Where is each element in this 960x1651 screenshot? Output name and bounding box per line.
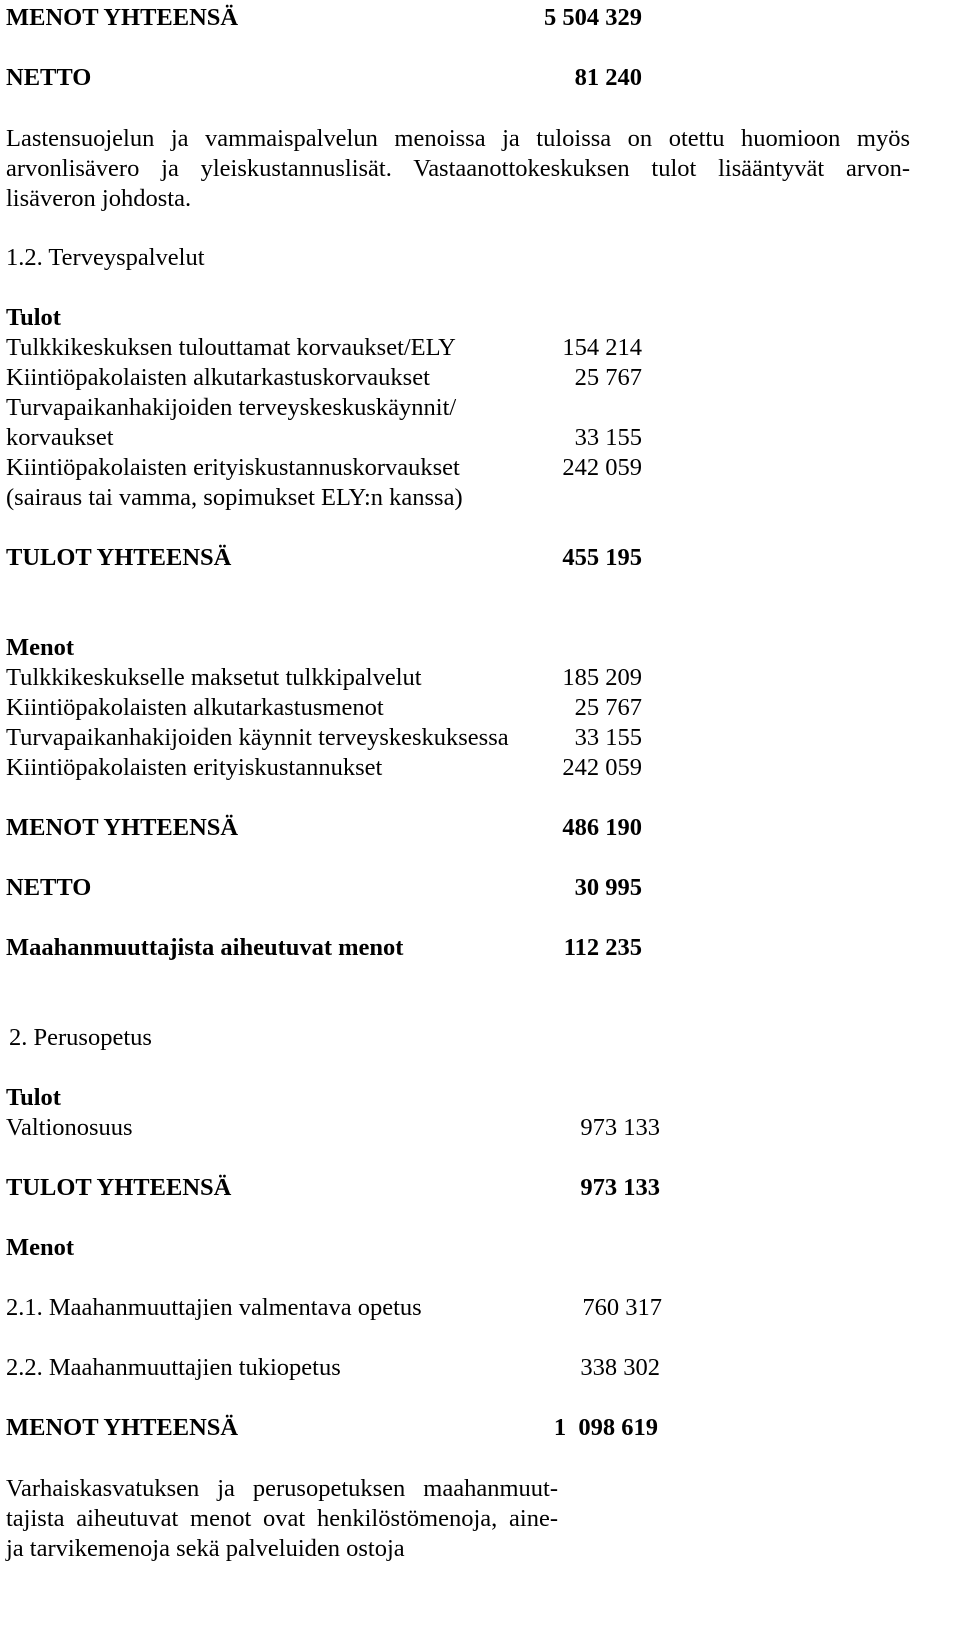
- summary-netto-label: NETTO: [6, 64, 92, 91]
- health-expense-row-value: 33 155: [574, 724, 642, 751]
- education-expense-item-value: 338 302: [580, 1354, 660, 1381]
- education-note-line: ja tarvikemenoja sekä palveluiden ostoja: [6, 1535, 405, 1562]
- health-expense-total-value: 486 190: [562, 814, 642, 841]
- vat-note-line: Lastensuojelun ja vammaispalvelun menoissa ja tuloissa on otettu huomioon myös: [6, 125, 910, 152]
- education-income-heading: Tulot: [6, 1084, 61, 1111]
- health-income-row-label: (sairaus tai vamma, sopimukset ELY:n kanssa): [6, 484, 463, 511]
- summary-netto-value: 81 240: [574, 64, 642, 91]
- education-note-paragraph: [6, 1474, 558, 1564]
- health-expense-row-value: 242 059: [562, 754, 642, 781]
- education-expense-item-value: 760 317: [582, 1294, 662, 1321]
- education-income-row-value: 973 133: [580, 1114, 660, 1141]
- health-section-heading: 1.2. Terveyspalvelut: [6, 244, 205, 271]
- health-expense-row-label: Kiintiöpakolaisten erityiskustannukset: [6, 754, 383, 781]
- health-expense-heading: Menot: [6, 634, 75, 661]
- health-income-row-value: 33 155: [574, 424, 642, 451]
- health-expense-total-label: MENOT YHTEENSÄ: [6, 814, 239, 841]
- vat-note-paragraph: [6, 124, 910, 214]
- health-expense-row-label: Kiintiöpakolaisten alkutarkastusmenot: [6, 694, 384, 721]
- health-income-row-value: 242 059: [562, 454, 642, 481]
- summary-expenses-total-label: MENOT YHTEENSÄ: [6, 4, 239, 31]
- health-income-row-label: Turvapaikanhakijoiden terveyskeskuskäynnit/: [6, 394, 457, 421]
- health-income-row-label: Kiintiöpakolaisten alkutarkastuskorvaukset: [6, 364, 430, 391]
- health-income-row-label: korvaukset: [6, 424, 114, 451]
- health-immigrant-costs-label: Maahanmuuttajista aiheutuvat menot: [6, 934, 404, 961]
- health-expense-row-value: 25 767: [574, 694, 642, 721]
- health-expense-row-label: Turvapaikanhakijoiden käynnit terveyskeskuksessa: [6, 724, 509, 751]
- health-income-row-label: Tulkkikeskuksen tulouttamat korvaukset/ELY: [6, 334, 456, 361]
- education-income-row-label: Valtionosuus: [6, 1114, 133, 1141]
- vat-note-line: lisäveron johdosta.: [6, 185, 192, 212]
- vat-note-line: arvonlisävero ja yleiskustannuslisät. Vastaanottokeskuksen tulot lisääntyvät arvon-: [6, 155, 910, 182]
- health-income-row-value: 25 767: [574, 364, 642, 391]
- health-netto-label: NETTO: [6, 874, 92, 901]
- education-expense-item-label: 2.2. Maahanmuuttajien tukiopetus: [6, 1354, 341, 1381]
- health-income-total-value: 455 195: [562, 544, 642, 571]
- education-income-total-label: TULOT YHTEENSÄ: [6, 1174, 232, 1201]
- education-expense-total-value: 1 098 619: [553, 1414, 658, 1441]
- education-note-line: tajista aiheutuvat menot ovat henkilöstömenoja, aine-: [6, 1505, 558, 1532]
- health-income-heading: Tulot: [6, 304, 61, 331]
- summary-expenses-total-value: 5 504 329: [544, 4, 642, 31]
- health-netto-value: 30 995: [574, 874, 642, 901]
- health-income-total-label: TULOT YHTEENSÄ: [6, 544, 232, 571]
- education-section-heading: 2. Perusopetus: [9, 1024, 152, 1051]
- health-expense-row-label: Tulkkikeskukselle maksetut tulkkipalvelut: [6, 664, 422, 691]
- education-expense-heading: Menot: [6, 1234, 75, 1261]
- health-income-row-label: Kiintiöpakolaisten erityiskustannuskorvaukset: [6, 454, 460, 481]
- education-expense-total-label: MENOT YHTEENSÄ: [6, 1414, 239, 1441]
- health-income-row-value: 154 214: [562, 334, 642, 361]
- education-expense-item-label: 2.1. Maahanmuuttajien valmentava opetus: [6, 1294, 422, 1321]
- health-expense-row-value: 185 209: [562, 664, 642, 691]
- education-note-line: Varhaiskasvatuksen ja perusopetuksen maahanmuut-: [6, 1475, 558, 1502]
- health-immigrant-costs-value: 112 235: [563, 934, 642, 961]
- education-income-total-value: 973 133: [580, 1174, 660, 1201]
